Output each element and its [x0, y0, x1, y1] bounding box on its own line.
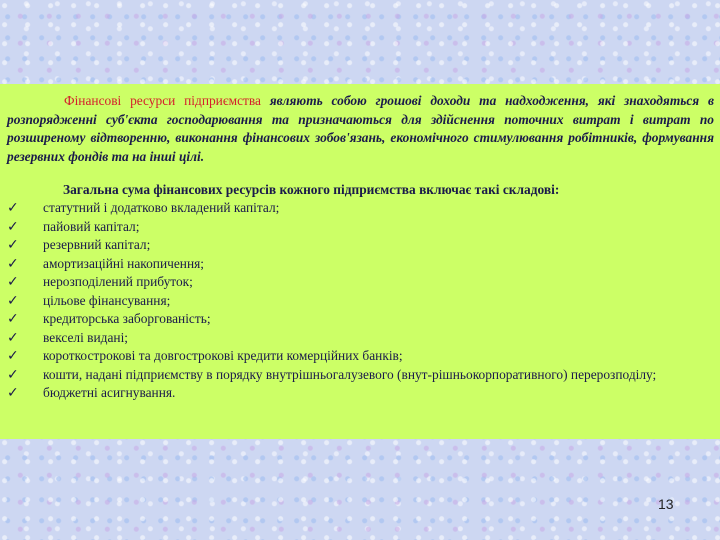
list-item: [7, 236, 714, 255]
list-item-text: цільове фінансування;: [43, 292, 171, 308]
list-item: [7, 329, 714, 348]
list-item: [7, 310, 714, 329]
list-item: [7, 218, 714, 237]
list-item: [7, 384, 714, 403]
checkmark-icon: ✓: [7, 255, 19, 272]
list-item-text: бюджетні асигнування.: [43, 385, 176, 400]
intro-paragraph: [7, 92, 714, 166]
list-item-text: векселі видані;: [43, 329, 129, 345]
checkmark-icon: ✓: [7, 218, 19, 235]
list-item: [7, 366, 714, 385]
checkmark-icon: ✓: [7, 348, 19, 364]
list-item: [7, 347, 714, 366]
list-item: [7, 292, 714, 311]
checkmark-icon: ✓: [7, 366, 19, 383]
checkmark-icon: ✓: [7, 292, 19, 309]
list-item-text: кредиторська заборгованість;: [43, 311, 211, 326]
definition-text: являють собою грошові доходи та надходження, які знаходяться в розпорядженні суб'єкта господарювання та призначаються для здійснення поточних витрат і витрат по розширеному відтворенню, виконання фінансових зобов'язань, економічного стимулювання робітників, формування резервних фондів та на інші цілі.: [7, 93, 714, 164]
checkmark-icon: ✓: [7, 329, 19, 346]
list-item-text: короткострокові та довгострокові кредити комерційних банків;: [43, 348, 403, 363]
list-item-text: амортизаційні накопичення;: [43, 255, 205, 271]
content-panel: [0, 84, 720, 439]
page-number: 13: [658, 496, 674, 512]
list-item: [7, 273, 714, 292]
components-list: [7, 199, 714, 403]
list-item-text: статутний і додатково вкладений капітал;: [43, 200, 280, 215]
defined-term: Фінансові ресурси підприємства: [64, 93, 261, 108]
list-item: [7, 199, 714, 218]
components-heading: Загальна сума фінансових ресурсів кожного підприємства включає такі складові:: [63, 182, 560, 197]
checkmark-icon: ✓: [7, 200, 19, 216]
checkmark-icon: ✓: [7, 274, 19, 290]
list-item-text: резервний капітал;: [43, 237, 151, 252]
list-item-text: кошти, надані підприємству в порядку внутрішньогалузевого (внут-рішньокорпоративного) перерозподілу;: [43, 366, 657, 382]
list-item-text: пайовий капітал;: [43, 218, 140, 234]
list-item: [7, 255, 714, 274]
checkmark-icon: ✓: [7, 311, 19, 327]
list-item-text: нерозподілений прибуток;: [43, 274, 193, 289]
checkmark-icon: ✓: [7, 385, 19, 401]
checkmark-icon: ✓: [7, 237, 19, 253]
